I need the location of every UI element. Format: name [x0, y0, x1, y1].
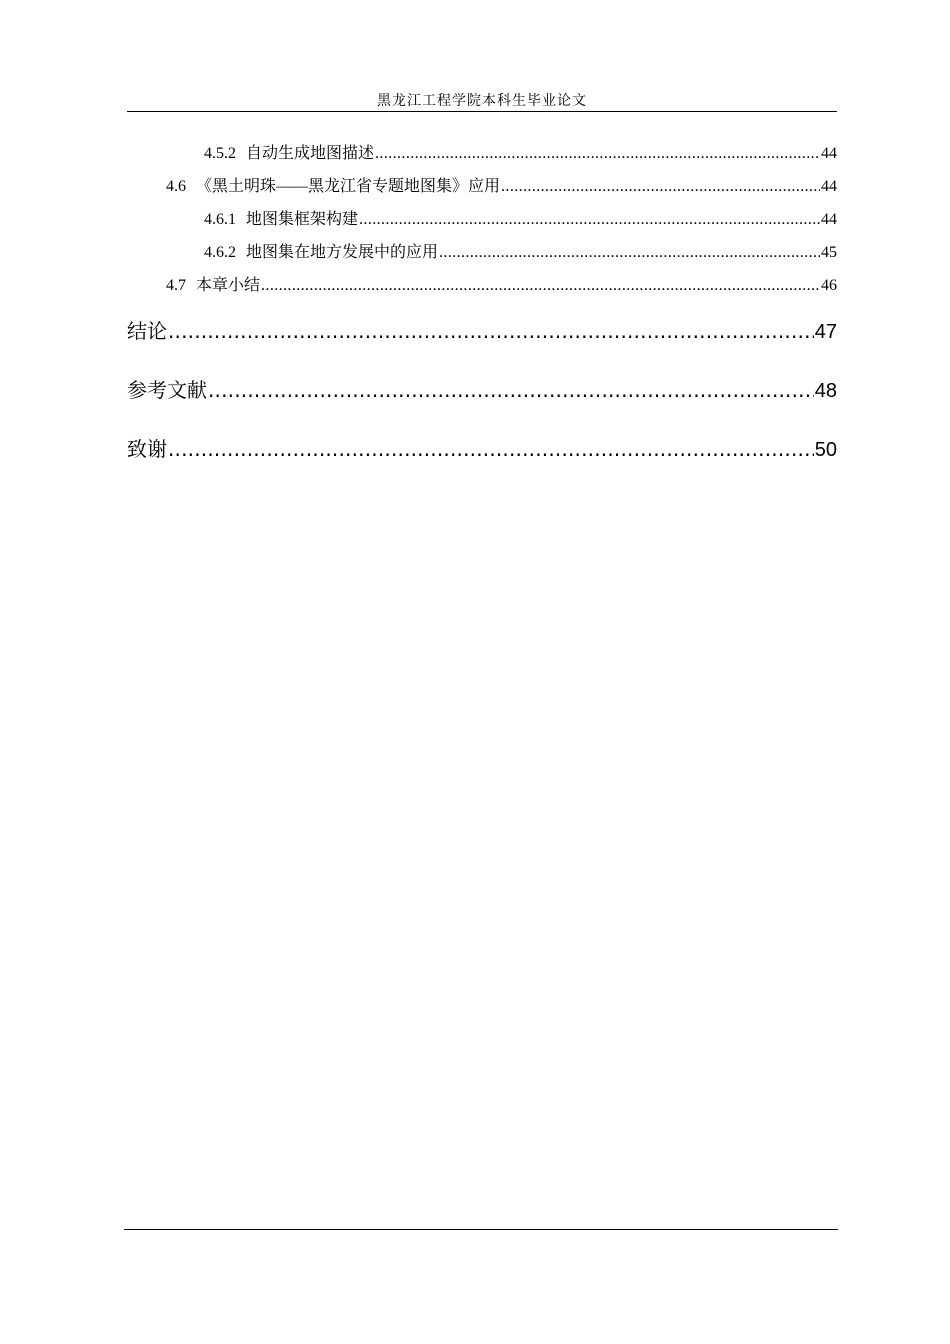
footer-divider: [124, 1229, 838, 1230]
running-header: 黑龙江工程学院本科生毕业论文: [377, 93, 587, 109]
toc-entry-title: 本章小结: [196, 277, 261, 294]
toc-entry-number: 4.6.1: [204, 211, 236, 228]
toc-entry-number: 4.5.2: [204, 145, 236, 162]
toc-dot-leader: [359, 211, 820, 229]
toc-entry-number: 4.7: [166, 277, 186, 294]
toc-dot-leader: [439, 244, 820, 262]
toc-dot-leader: [168, 437, 814, 461]
toc-entry-page: 48: [814, 380, 837, 402]
toc-entry-title: 致谢: [127, 437, 167, 461]
toc-dot-leader: [168, 319, 814, 343]
toc-entry-page: 44: [821, 178, 837, 195]
toc-entry-title: 地图集在地方发展中的应用: [246, 244, 439, 261]
toc-dot-leader: [208, 378, 814, 402]
toc-dot-leader: [501, 178, 820, 196]
toc-dot-leader: [261, 277, 820, 295]
toc-entry-4-6[interactable]: [166, 173, 837, 196]
toc-entry-title: 《黑土明珠——黑龙江省专题地图集》应用: [196, 178, 501, 195]
toc-entry-page: 45: [821, 244, 837, 261]
toc-entry-page: 46: [821, 277, 837, 294]
toc-entry-title: 自动生成地图描述: [246, 145, 375, 162]
toc-entry-acknowledgements[interactable]: [127, 433, 837, 462]
toc-entry-title: 参考文献: [127, 378, 207, 402]
toc-entry-4-6-2[interactable]: [204, 239, 837, 262]
toc-entry-number: 4.6.2: [204, 244, 236, 261]
toc-entry-conclusion[interactable]: [127, 315, 837, 344]
toc-entry-page: 50: [814, 439, 837, 461]
toc-entry-4-7[interactable]: [166, 272, 837, 295]
header-divider: [127, 111, 837, 112]
toc-entry-references[interactable]: [127, 374, 837, 403]
toc-entry-page: 44: [821, 211, 837, 228]
toc-entry-number: 4.6: [166, 178, 186, 195]
toc-dot-leader: [375, 145, 820, 163]
toc-entry-4-6-1[interactable]: [204, 206, 837, 229]
toc-entry-title: 结论: [127, 319, 167, 343]
toc-entry-4-5-2[interactable]: [204, 140, 837, 163]
toc-entry-page: 44: [821, 145, 837, 162]
toc-entry-title: 地图集框架构建: [246, 211, 359, 228]
toc-entry-page: 47: [814, 321, 837, 343]
